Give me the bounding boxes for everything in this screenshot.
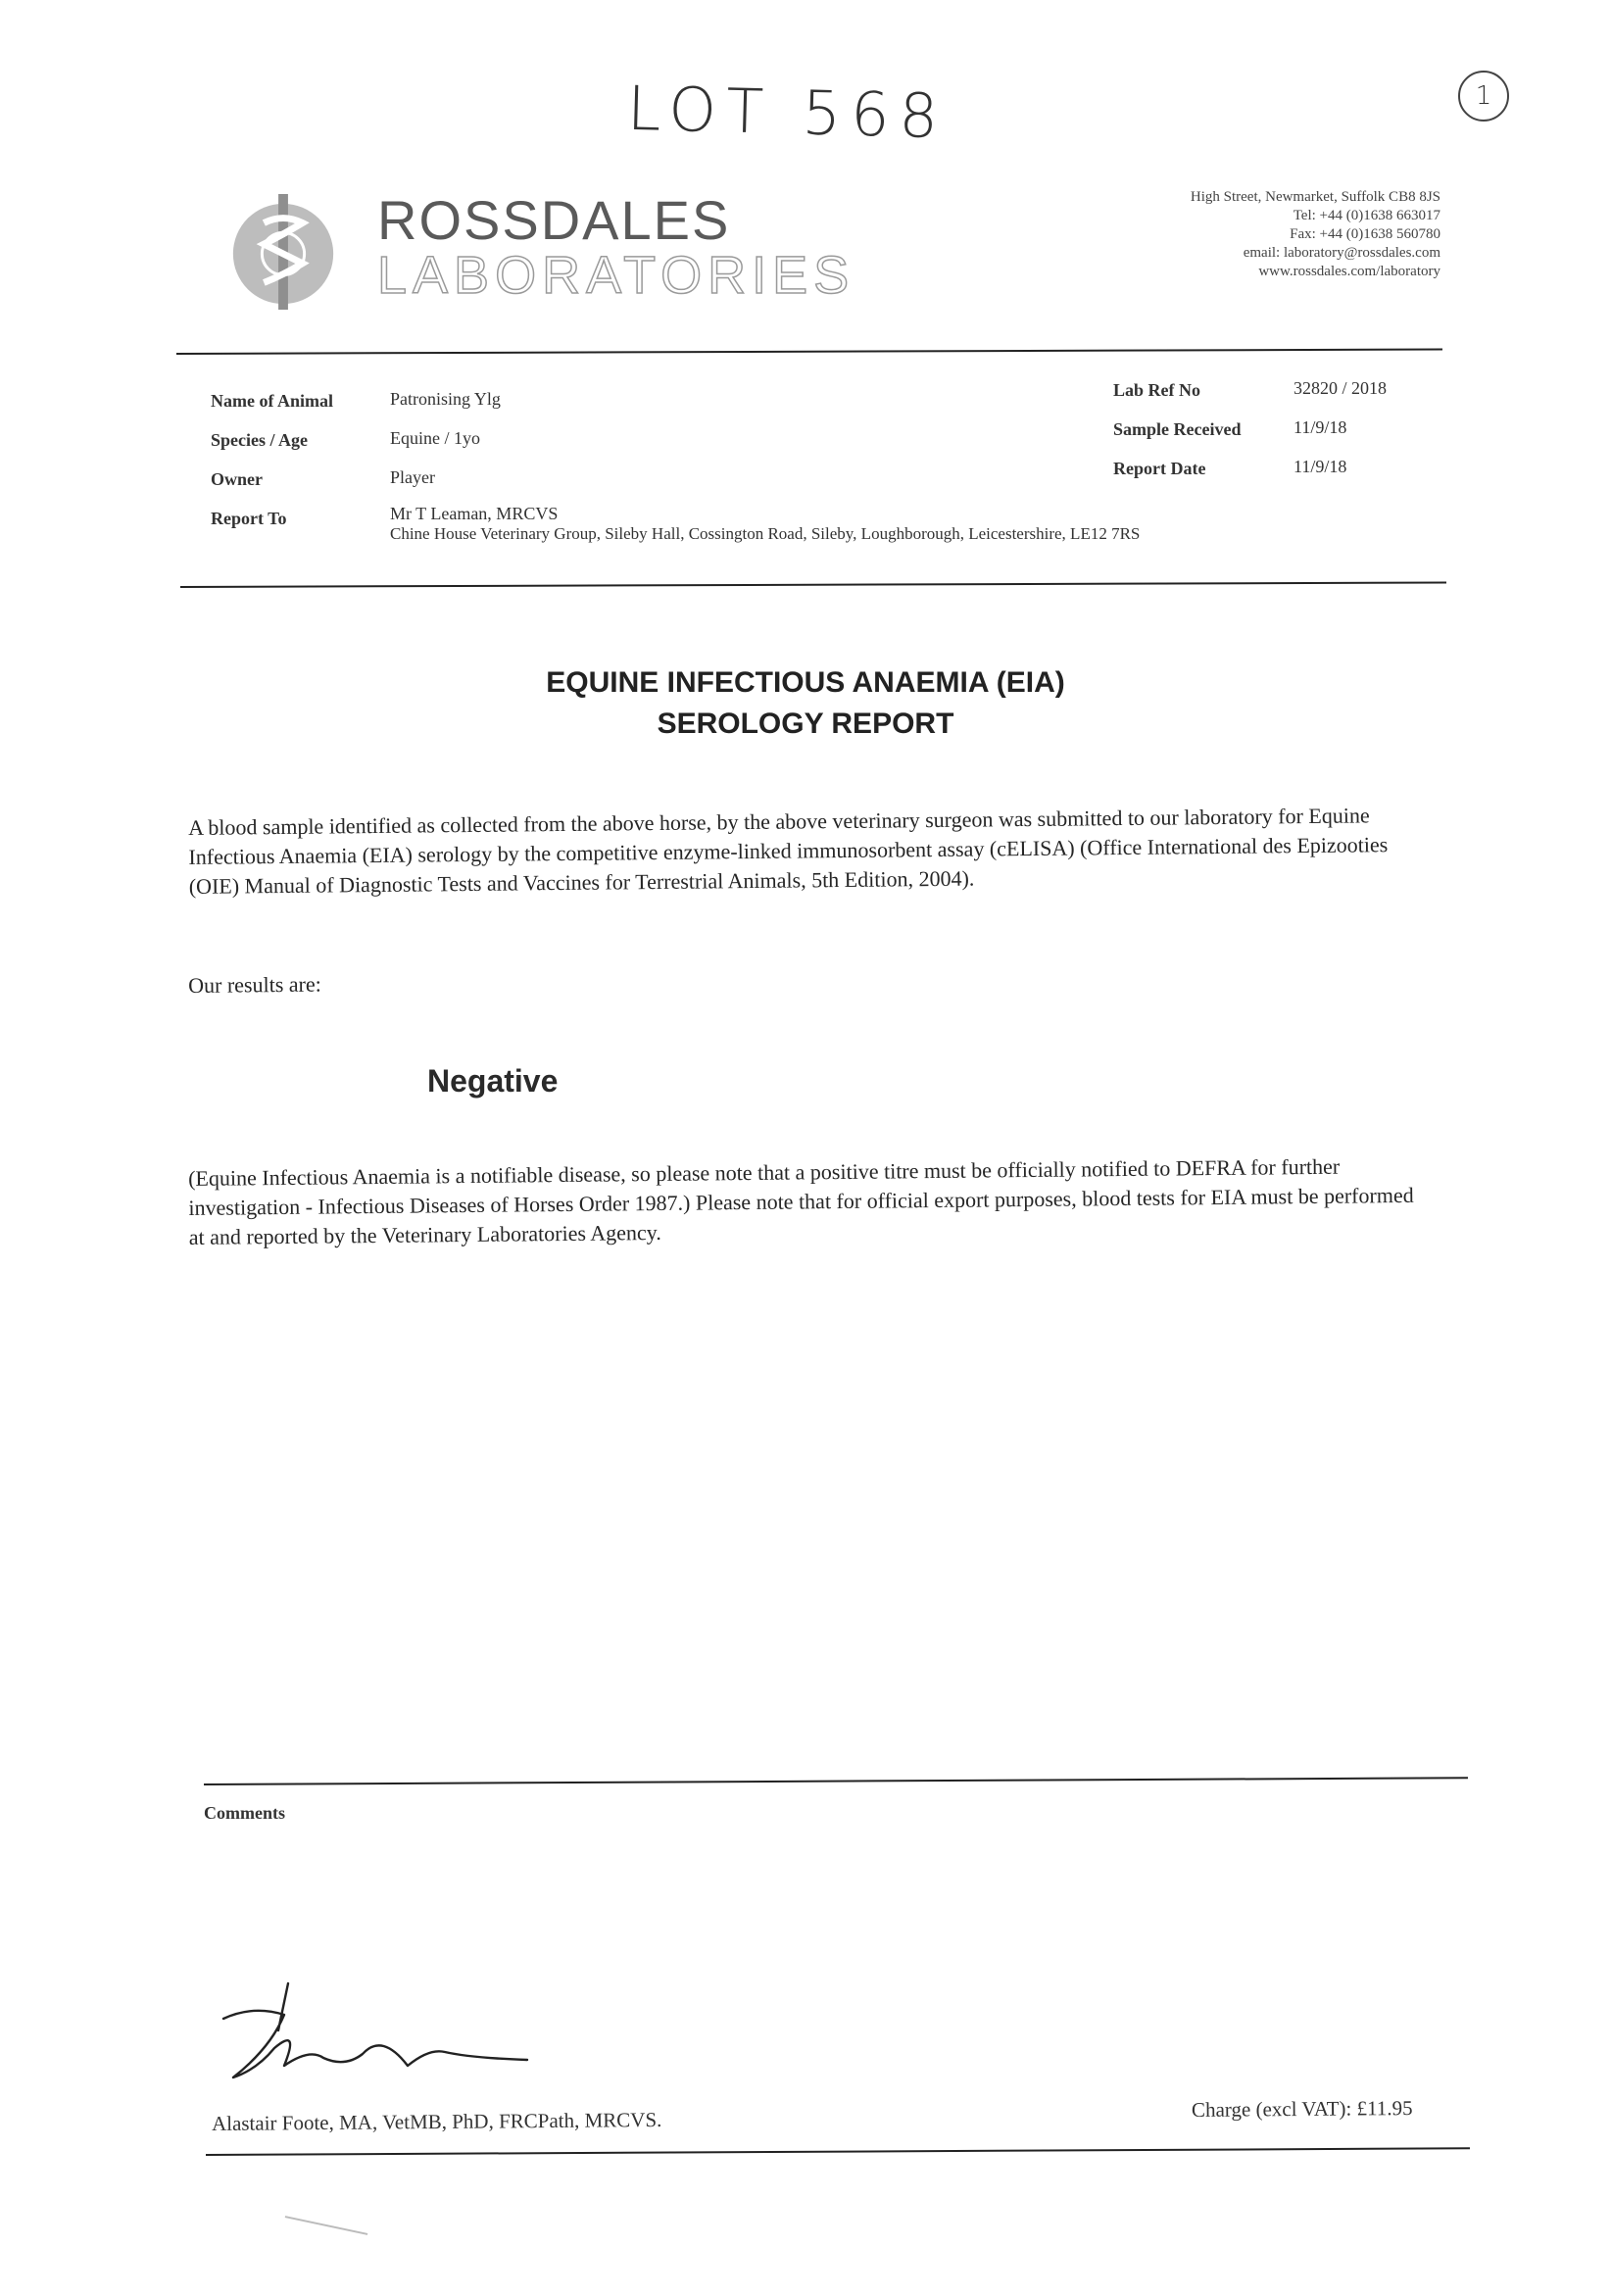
details-divider xyxy=(180,581,1446,588)
comments-label: Comments xyxy=(204,1803,285,1823)
brand-subtitle: LABORATORIES xyxy=(377,246,855,305)
header-divider xyxy=(176,348,1442,355)
contact-address: High Street, Newmarket, Suffolk CB8 8JS xyxy=(1190,189,1440,205)
brand-name: ROSSDALES xyxy=(377,189,731,251)
contact-block xyxy=(1191,188,1440,281)
result-value: Negative xyxy=(427,1063,559,1099)
handwritten-page-number: 1 xyxy=(1458,71,1509,122)
charge-text: Charge (excl VAT): £11.95 xyxy=(1191,2096,1413,2122)
name-label: Name of Animal xyxy=(211,391,333,411)
report-date-label: Report Date xyxy=(1113,459,1206,478)
results-intro: Our results are: xyxy=(188,971,321,998)
sample-received-value: 11/9/18 xyxy=(1294,417,1347,437)
report-subtitle: SEROLOGY REPORT xyxy=(657,708,954,740)
contact-web: www.rossdales.com/laboratory xyxy=(1258,264,1440,279)
notifiable-note: (Equine Infectious Anaemia is a notifiable disease, so please note that a positive titre must be officially notified to DEFRA for further investigation - Infectious Diseases of Horses Order 1987.) Please note that for official export purposes, blood tests for EIA must be performed at and reported by the Veterinary Laboratories Agency. xyxy=(188,1153,1414,1249)
report-title: EQUINE INFECTIOUS ANAEMIA (EIA) xyxy=(546,666,1065,699)
lab-ref-label: Lab Ref No xyxy=(1113,380,1200,400)
signature xyxy=(214,1979,537,2102)
owner-value: Player xyxy=(390,467,435,487)
report-to-label: Report To xyxy=(211,509,287,528)
name-value: Patronising Ylg xyxy=(390,389,501,409)
contact-fax: Fax: +44 (0)1638 560780 xyxy=(1290,226,1440,242)
species-label: Species / Age xyxy=(211,430,308,450)
comments-divider xyxy=(204,1777,1468,1785)
report-date-value: 11/9/18 xyxy=(1294,457,1347,476)
intro-paragraph: A blood sample identified as collected from the above horse, by the above veterinary surgeon was submitted to our laboratory for Equine Infectious Anaemia (EIA) serology by the competitive enzyme-linked immunosorbent assay (cELISA) (Office International des Epizooties (OIE) Manual of Diagnostic Tests and Vaccines for Terrestrial Animals, 5th Edition, 2004). xyxy=(188,803,1389,899)
report-to-address: Chine House Veterinary Group, Sileby Hall, Cossington Road, Sileby, Loughborough, Leicestershire, LE12 7RS xyxy=(390,524,1141,543)
contact-tel: Tel: +44 (0)1638 663017 xyxy=(1293,208,1440,223)
report-to-name: Mr T Leaman, MRCVS xyxy=(390,504,559,523)
scan-mark xyxy=(285,2216,368,2235)
signatory-name: Alastair Foote, MA, VetMB, PhD, FRCPath, MRCVS. xyxy=(211,2107,662,2136)
contact-email: email: laboratory@rossdales.com xyxy=(1243,245,1440,261)
lab-ref-value: 32820 / 2018 xyxy=(1294,378,1388,398)
rossdales-logo-icon xyxy=(225,194,341,310)
sample-received-label: Sample Received xyxy=(1113,419,1242,439)
footer-divider xyxy=(206,2147,1470,2156)
owner-label: Owner xyxy=(211,469,263,489)
species-value: Equine / 1yo xyxy=(390,428,480,448)
handwritten-lot-note: LOT 568 xyxy=(626,72,949,153)
